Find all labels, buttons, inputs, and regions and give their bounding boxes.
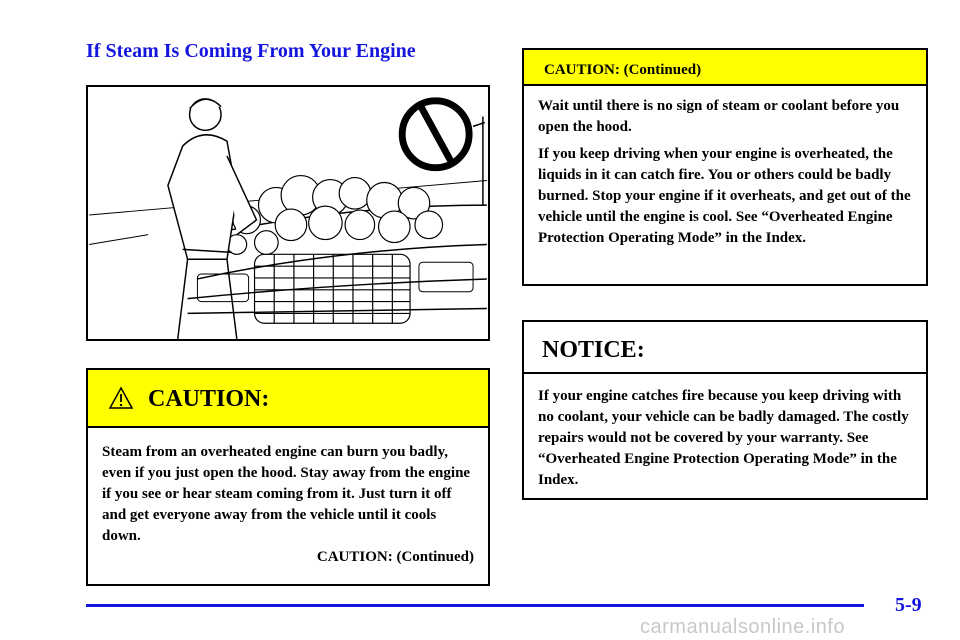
warning-triangle-icon xyxy=(108,386,134,410)
caution-box xyxy=(86,368,490,586)
steam-illustration xyxy=(86,85,490,341)
prohibition-sign-icon xyxy=(402,101,469,168)
notice-header: NOTICE: xyxy=(524,322,926,374)
caution-label: CAUTION: xyxy=(148,386,270,412)
page-title: If Steam Is Coming From Your Engine xyxy=(86,40,416,62)
illustration-svg xyxy=(88,87,488,339)
caution-continued-note: CAUTION: (Continued) xyxy=(316,549,474,565)
caution-continued-paragraph-2: If you keep driving when your engine is overheated, the liquids in it can catch fire. You or others could be badly burned. Stop your engine if it overheats, and get out of the vehicle until the engine is cool. See “Overheated Engine Protection Operating Mode” in the Index. xyxy=(538,146,911,246)
steam-clouds xyxy=(227,176,443,255)
page-number: 5-9 xyxy=(895,594,922,616)
watermark: carmanualsonline.info xyxy=(640,616,846,638)
caution-header xyxy=(88,370,488,428)
caution-continued-box xyxy=(522,48,928,286)
person-figure xyxy=(168,99,257,339)
caution-continued-header: CAUTION: (Continued) xyxy=(524,50,926,86)
notice-text: If your engine catches fire because you keep driving with no coolant, your vehicle can be badly damaged. The costly repairs would not be covered by your warranty. See “Overheated Engine Protection Operating Mode” in the Index. xyxy=(538,388,909,488)
caution-text: Steam from an overheated engine can burn you badly, even if you just open the hood. Stay away from the engine if you see or hear steam coming from it. Just turn it off and get everyone away from the vehicle until it cools down. xyxy=(102,444,471,544)
notice-box xyxy=(522,320,928,500)
caution-continued-paragraph-1: Wait until there is no sign of steam or coolant before you open the hood. xyxy=(538,98,900,135)
footer-rule xyxy=(86,604,864,607)
